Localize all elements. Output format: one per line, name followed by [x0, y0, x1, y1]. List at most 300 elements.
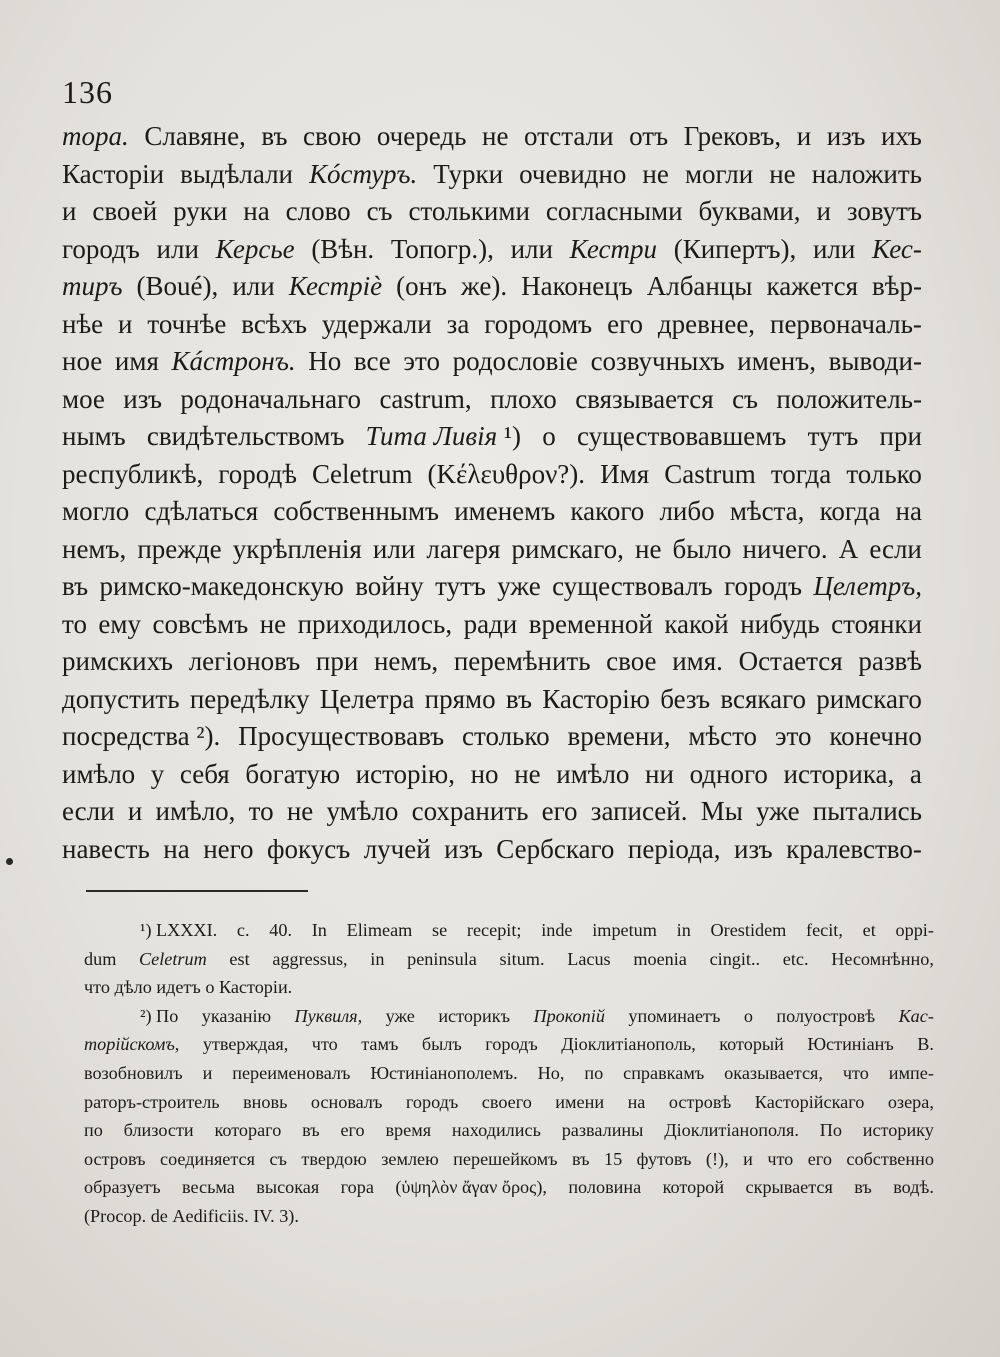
- word: тамъ: [361, 1034, 399, 1055]
- footnote-line: [84, 945, 934, 974]
- word: c.: [236, 920, 250, 940]
- word: oppi-: [895, 920, 934, 940]
- word: основалъ: [310, 1091, 383, 1112]
- word: Имя: [600, 458, 650, 489]
- word: Кáстронъ.: [171, 346, 296, 376]
- footnote-line: [84, 1030, 934, 1059]
- word: что: [842, 1062, 869, 1083]
- word: высокая: [256, 1177, 320, 1198]
- word: имѣло: [556, 758, 630, 789]
- word: плохо: [490, 383, 557, 414]
- footnote-line: [84, 1173, 934, 1202]
- word: собственнымъ: [273, 496, 439, 526]
- word: имѣло,: [155, 796, 236, 826]
- word: фокусъ: [267, 833, 351, 864]
- word: собственно: [846, 1148, 934, 1169]
- word: у: [150, 758, 165, 789]
- word: et: [862, 920, 876, 940]
- word: cingit..: [709, 948, 761, 969]
- word: времени,: [567, 721, 671, 751]
- word: развалины: [561, 1120, 644, 1141]
- word: свою: [303, 121, 362, 151]
- word: при: [315, 646, 359, 676]
- word: римско-македонскую: [99, 571, 344, 601]
- word: немъ,: [373, 646, 439, 676]
- word: его: [607, 308, 643, 339]
- footnote-line: [84, 1088, 934, 1117]
- word: In: [311, 920, 327, 940]
- word: своей: [92, 196, 158, 226]
- word: Кас-: [898, 1005, 934, 1026]
- word: записей.: [590, 796, 688, 826]
- word: отстали: [524, 121, 614, 151]
- word: Остается: [738, 646, 843, 676]
- word: Elimeam: [346, 920, 413, 940]
- word: aggressus,: [272, 948, 348, 969]
- word: историкъ: [438, 1005, 510, 1026]
- word: котораго: [214, 1120, 282, 1141]
- word: Целетръ,: [813, 571, 922, 601]
- word: сохранить: [411, 796, 529, 826]
- word: по: [84, 1120, 103, 1141]
- word: Целетра: [319, 683, 415, 714]
- word: лагеря: [426, 533, 501, 564]
- word: Турки: [433, 158, 504, 189]
- word: Кес-: [872, 233, 922, 264]
- footnote-line: [84, 1059, 934, 1088]
- word: стоянки: [831, 608, 922, 639]
- word: утверждая,: [202, 1034, 289, 1055]
- word: moenia: [633, 948, 687, 969]
- word: уже: [756, 796, 800, 826]
- word: ради: [463, 608, 518, 639]
- word: Керсье: [215, 233, 295, 264]
- word: уже: [385, 1005, 415, 1026]
- word: приходилось,: [297, 608, 453, 639]
- word: лучей: [363, 833, 431, 864]
- word: Aedificiis.: [172, 1205, 249, 1226]
- word: по: [584, 1062, 604, 1083]
- word: тогда: [770, 458, 832, 489]
- word: водѣ.: [893, 1177, 934, 1198]
- body-line: [62, 343, 922, 381]
- word: торійскомъ,: [84, 1034, 180, 1055]
- word: за: [446, 308, 470, 339]
- word: очередь: [376, 121, 467, 151]
- word: передѣлку: [189, 683, 310, 714]
- word: землею: [381, 1148, 439, 1169]
- word: (Кипертъ),: [673, 233, 797, 264]
- word: мѣста,: [729, 496, 805, 526]
- word: на: [627, 1091, 646, 1112]
- word: указанію: [201, 1005, 272, 1026]
- word: время: [385, 1120, 432, 1141]
- word: Мы: [700, 796, 743, 826]
- word: Касторіи: [62, 158, 165, 189]
- word: Кóстуръ.: [309, 158, 418, 189]
- word: Грековъ,: [683, 121, 782, 151]
- word: se: [432, 920, 448, 940]
- word: родословіе: [452, 346, 578, 376]
- word: совсѣмъ: [152, 608, 249, 639]
- word: или: [232, 271, 275, 301]
- page-number: 136: [62, 74, 113, 110]
- word: ему: [98, 608, 141, 639]
- word: Касторіи.: [218, 977, 293, 998]
- word: переименовалъ: [232, 1062, 351, 1083]
- word: или: [372, 533, 416, 564]
- word: выдѣлали: [180, 158, 293, 189]
- word: вновь: [243, 1091, 288, 1112]
- word: и: [816, 196, 831, 226]
- footnote-line: [84, 1202, 934, 1231]
- word: все: [353, 346, 391, 376]
- word: первоначаль-: [770, 308, 922, 339]
- word: peninsula: [407, 948, 477, 969]
- word: о: [743, 1005, 753, 1026]
- word: который: [719, 1034, 784, 1055]
- word: въ: [572, 1148, 590, 1169]
- footnote-divider: [86, 890, 308, 892]
- word: Но: [308, 346, 342, 376]
- word: Тита Ливія ¹): [365, 421, 521, 451]
- word: его: [807, 1148, 832, 1169]
- body-line: [62, 756, 922, 794]
- word: имя: [114, 346, 159, 376]
- word: имѣло: [62, 758, 136, 789]
- word: кралевство-: [786, 833, 922, 864]
- word: республикѣ,: [62, 458, 204, 489]
- word: что: [84, 977, 110, 998]
- word: войну: [355, 571, 424, 601]
- word: на: [243, 196, 270, 226]
- word: изъ: [123, 383, 162, 414]
- word: Просуществовавъ: [238, 721, 445, 751]
- word: situm.: [499, 948, 545, 969]
- body-line: [62, 643, 922, 681]
- word: образуетъ: [84, 1177, 161, 1198]
- word: городъ: [485, 1034, 538, 1055]
- body-line: [62, 231, 922, 269]
- word: (онъ: [396, 271, 448, 301]
- word: изъ: [826, 121, 866, 151]
- word: ¹) LXXXI.: [140, 920, 218, 940]
- word: умѣло: [326, 796, 399, 826]
- word: отъ: [629, 121, 669, 151]
- word: него: [203, 833, 254, 864]
- body-line: [62, 568, 922, 606]
- word: допустить: [62, 683, 180, 714]
- word: городъ: [405, 1091, 459, 1112]
- word: Но,: [537, 1062, 565, 1083]
- word: и: [62, 196, 77, 226]
- word: 15: [604, 1148, 623, 1169]
- word: гора: [340, 1177, 374, 1198]
- word: твердою: [301, 1148, 367, 1169]
- word: (!),: [705, 1148, 729, 1169]
- word: 40.: [269, 920, 293, 940]
- word: Пуквиля,: [294, 1005, 363, 1026]
- word: всякаго: [720, 683, 806, 714]
- word: перешейкомъ: [453, 1148, 558, 1169]
- word: временной: [528, 608, 653, 639]
- word: справкамъ: [623, 1062, 705, 1083]
- word: нымъ: [62, 421, 126, 451]
- word: то: [248, 796, 274, 826]
- word: тиръ: [62, 271, 123, 301]
- word: выводи-: [828, 346, 922, 376]
- word: въ: [302, 1120, 320, 1141]
- word: и: [743, 1148, 753, 1169]
- word: не: [769, 158, 796, 189]
- word: перемѣнить: [453, 646, 591, 676]
- word: раторъ-строитель: [84, 1091, 220, 1112]
- word: озера,: [887, 1091, 934, 1112]
- word: которой: [662, 1177, 725, 1198]
- word: зовутъ: [846, 196, 922, 226]
- word: Діоклитіанополя.: [664, 1120, 799, 1141]
- word: Юстиніанъ: [807, 1034, 894, 1055]
- word: (Вѣн.: [311, 233, 375, 264]
- word: Топогр.),: [390, 233, 494, 264]
- word: Кестри: [569, 233, 658, 264]
- body-line: [62, 418, 922, 456]
- footnote-line: [84, 1002, 934, 1031]
- body-line: [62, 381, 922, 419]
- word: соединяется: [160, 1148, 255, 1169]
- word: 3).: [279, 1205, 299, 1226]
- word: съ: [269, 1148, 287, 1169]
- word: свидѣтельствомъ: [146, 421, 345, 451]
- word: или: [510, 233, 553, 264]
- word: немъ,: [62, 533, 127, 564]
- body-line: [62, 793, 922, 831]
- word: ное: [62, 346, 103, 376]
- word: согласными: [545, 196, 683, 226]
- word: укрѣпленія: [232, 533, 362, 564]
- word: полуостровѣ: [776, 1005, 876, 1026]
- word: это: [774, 721, 812, 751]
- word: Славяне,: [144, 121, 246, 151]
- word: оказывается,: [724, 1062, 823, 1083]
- body-line: [62, 456, 922, 494]
- word: Celetrum: [311, 458, 413, 489]
- word: слово: [285, 196, 351, 226]
- word: ихъ: [880, 121, 922, 151]
- body-line: [62, 831, 922, 869]
- word: Наконецъ: [521, 271, 633, 301]
- body-line: [62, 606, 922, 644]
- word: Албанцы: [646, 271, 753, 301]
- word: очевидно: [519, 158, 627, 189]
- word: въ: [261, 121, 288, 151]
- word: прежде: [137, 533, 222, 564]
- word: если: [869, 533, 922, 564]
- word: in: [676, 920, 691, 940]
- word: существовавшемъ: [576, 421, 787, 451]
- word: Діоклитіанополь,: [561, 1034, 696, 1055]
- word: пытались: [812, 796, 922, 826]
- word: только: [846, 458, 922, 489]
- word: навесть: [62, 833, 150, 864]
- word: В.: [917, 1034, 934, 1055]
- word: могло: [62, 496, 130, 526]
- word: возобновилъ: [84, 1062, 183, 1083]
- word: Celetrum: [139, 948, 207, 969]
- word: былъ: [421, 1034, 462, 1055]
- word: легіоновъ: [188, 646, 301, 676]
- footnote-line: [84, 1145, 934, 1174]
- word: городъ: [62, 233, 140, 264]
- body-line: [62, 493, 922, 531]
- word: не: [259, 608, 287, 639]
- word: не: [642, 158, 669, 189]
- word: либо: [659, 496, 715, 526]
- word: буквами,: [698, 196, 801, 226]
- body-line: [62, 681, 922, 719]
- word: островъ: [84, 1148, 146, 1169]
- word: имени: [555, 1091, 605, 1112]
- word: историку: [862, 1120, 934, 1141]
- word: скрывается: [745, 1177, 833, 1198]
- word: футовъ: [636, 1148, 692, 1169]
- word: то: [62, 608, 87, 639]
- word: о: [205, 977, 215, 998]
- word: impetum: [592, 920, 657, 940]
- body-line: [62, 306, 922, 344]
- word: изъ: [734, 833, 773, 864]
- footnote-line: [84, 1116, 934, 1145]
- word: и: [796, 121, 812, 151]
- word: находились: [451, 1120, 541, 1141]
- word: на: [895, 496, 922, 526]
- word: или: [812, 233, 856, 264]
- word: въ: [62, 571, 89, 601]
- word: тутъ: [435, 571, 486, 601]
- word: (Procop.: [84, 1205, 147, 1226]
- word: не: [482, 121, 509, 151]
- word: inde: [541, 920, 573, 940]
- word: удержали: [321, 308, 432, 339]
- word: періода,: [627, 833, 721, 864]
- word: уже: [497, 571, 541, 601]
- word: Lacus: [567, 948, 611, 969]
- word: и: [202, 1062, 213, 1083]
- word: столькими: [408, 196, 530, 226]
- word: древнее,: [657, 308, 756, 339]
- word: упоминаетъ: [628, 1005, 721, 1026]
- word: но: [470, 758, 499, 789]
- word: о: [542, 421, 556, 451]
- word: ни: [645, 758, 674, 789]
- word: мое: [62, 383, 105, 414]
- word: римскихъ: [62, 646, 174, 676]
- word: свое: [606, 646, 657, 676]
- word: и: [127, 796, 143, 826]
- word: же).: [461, 271, 508, 301]
- word: точнѣе: [147, 308, 227, 339]
- word: вѣр-: [872, 271, 922, 301]
- word: сдѣлаться: [144, 496, 259, 526]
- body-line: [62, 268, 922, 306]
- word: Castrum: [664, 458, 756, 489]
- word: (ὑψηλὸν ἄγαν ὄρος),: [395, 1177, 547, 1198]
- word: близости: [123, 1120, 194, 1141]
- word: развѣ: [858, 646, 922, 676]
- body-line: [62, 531, 922, 569]
- word: идетъ: [156, 977, 201, 998]
- word: не: [286, 796, 314, 826]
- word: de: [150, 1205, 168, 1226]
- word: при: [879, 421, 922, 451]
- footnote-line: [84, 973, 934, 1002]
- word: связывается: [575, 383, 714, 414]
- word: что: [311, 1034, 338, 1055]
- word: городѣ: [218, 458, 297, 489]
- word: положитель-: [776, 383, 922, 414]
- word: или: [156, 233, 199, 264]
- word: кажется: [766, 271, 858, 301]
- word: богатую: [245, 758, 341, 789]
- word: было: [672, 533, 732, 564]
- word: всѣхъ: [241, 308, 307, 339]
- word: тора.: [62, 121, 129, 151]
- word: Кестріè: [288, 271, 383, 301]
- word: По: [819, 1120, 842, 1141]
- word: себя: [179, 758, 230, 789]
- word: нибудь: [740, 608, 820, 639]
- word: одного: [689, 758, 768, 789]
- word: Несомнѣнно,: [831, 948, 934, 969]
- word: (Κέλευθρον?).: [427, 458, 586, 489]
- word: какого: [570, 496, 645, 526]
- word: римскаго: [816, 683, 922, 714]
- word: in: [370, 948, 385, 969]
- word: своего: [481, 1091, 532, 1112]
- word: мѣсто: [688, 721, 758, 751]
- word: dum: [84, 948, 117, 969]
- word: его: [340, 1120, 365, 1141]
- word: городомъ: [484, 308, 593, 339]
- word: и: [118, 308, 133, 339]
- word: прямо: [424, 683, 496, 714]
- word: импе-: [888, 1062, 934, 1083]
- word: островѣ: [668, 1091, 732, 1112]
- word: etc.: [782, 948, 809, 969]
- word: столько: [462, 721, 550, 751]
- word: его: [541, 796, 578, 826]
- word: конечно: [829, 721, 922, 751]
- word: когда: [819, 496, 881, 526]
- word: наложить: [811, 158, 922, 189]
- word: съ: [732, 383, 759, 414]
- word: городъ: [724, 571, 802, 601]
- word: римскаго,: [511, 533, 624, 564]
- word: что: [767, 1148, 794, 1169]
- footnotes: [84, 916, 934, 1231]
- word: (Boué),: [136, 271, 219, 301]
- word: ничего.: [742, 533, 828, 564]
- word: въ: [854, 1177, 872, 1198]
- word: Сербскаго: [496, 833, 615, 864]
- word: Юстиніанополемъ.: [370, 1062, 518, 1083]
- main-text: [62, 118, 922, 868]
- word: исторію,: [355, 758, 455, 789]
- word: въ: [505, 683, 532, 714]
- word: какой: [664, 608, 729, 639]
- word: посредства ²).: [62, 721, 221, 751]
- word: Orestidem: [710, 920, 787, 940]
